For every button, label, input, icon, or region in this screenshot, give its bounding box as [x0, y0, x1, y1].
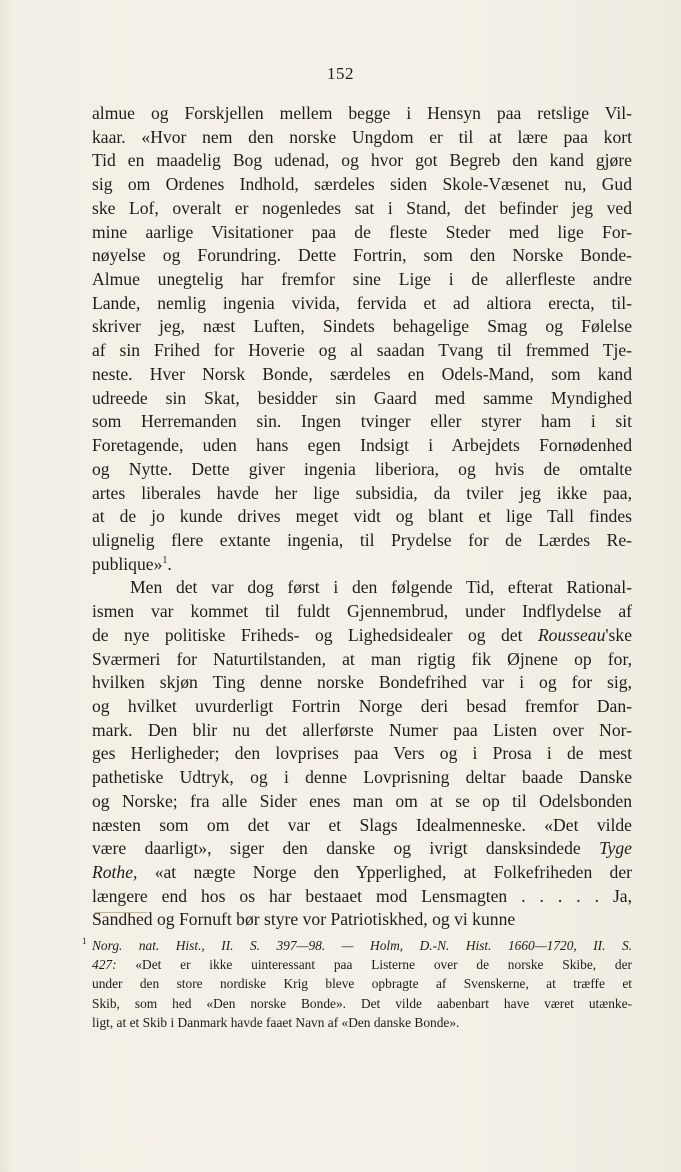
text-line: hvilken skjøn Ting denne norske Bondefrihed var i og for sig,: [92, 672, 632, 693]
text-line: almue og Forskjellen mellem begge i Hensyn paa retslige Vil-: [92, 103, 632, 123]
text-fragment: «Det er ikke uinteressant paa Listerne over de norske Skibe, der: [135, 957, 632, 973]
text-line: længere end hos os har bestaaet mod Lensmagten . . . . . Ja,: [92, 885, 632, 906]
footnote-line: ligt, at et Skib i Danmark havde faaet Navn af «Den danske Bonde».: [92, 1014, 460, 1030]
text-line: artes liberales havde her lige subsidia, da tviler jeg ikke paa,: [92, 482, 632, 503]
text-line: nøyelse og Forundring. Dette Fortrin, som den Norske Bonde-: [92, 245, 632, 266]
text-fragment: 'ske: [605, 624, 632, 645]
text-line: næsten som om det var et Slags Idealmenneske. «Det vilde: [92, 814, 632, 835]
text-fragment: være daarligt», siger den danske og ivrigt dansksindede: [92, 838, 581, 859]
italic-name: Rousseau: [537, 624, 606, 645]
text-line: som Herremanden sin. Ingen tvinger eller styrer ham i sit: [92, 411, 632, 432]
text-line: og hvilket uvurderligt Fortrin Norge deri besad fremfor Dan-: [92, 695, 632, 716]
italic-name: Rothe,: [92, 862, 138, 882]
footnote: [82, 936, 632, 1032]
footnote-line: Skib, som hed «Den norske Bonde». Det vilde aabenbart have været utænke-: [92, 995, 632, 1011]
citation: Norg. nat. Hist., II. S. 397—98. — Holm, D.-N. Hist. 1660—1720, II. S.: [92, 938, 632, 953]
text-line: mark. Den blir nu det allerførste Numer paa Listen over Nor-: [92, 719, 632, 740]
text-line: Almue unegtelig har fremfor sine Lige i de allerfleste andre: [92, 269, 632, 290]
text-line: sig om Ordenes Indhold, særdeles siden Skole-Væsenet nu, Gud: [92, 174, 632, 195]
text-line: Lande, nemlig ingenia vivida, fervida et ad altiora erecta, til-: [92, 292, 632, 313]
footnote-line: [92, 955, 632, 974]
text-line: mine aarlige Visitationer paa de fleste Steder med lige For-: [92, 221, 632, 242]
text-line: ske Lof, overalt er nogenledes sat i Stand, det befinder jeg ved: [92, 197, 632, 218]
text-line: udreede sin Skat, besidder sin Gaard med samme Myndighed: [92, 387, 632, 408]
text-fragment: de nye politiske Friheds- og Lighedsidealer og det: [92, 624, 523, 645]
page-number: 152: [327, 64, 354, 83]
footnote-line: under den store nordiske Krig bleve opbragte af Svenskerne, at træffe et: [92, 976, 632, 992]
text-line: pathetiske Udtryk, og i denne Lovprisning deltar baade Danske: [92, 767, 632, 788]
text-line: skriver jeg, næst Luften, Sindets behagelige Smag og Følelse: [92, 316, 632, 337]
text-fragment: «at nægte Norge den Ypperlighed, at Folkefriheden der: [154, 862, 632, 882]
text-line: [92, 837, 632, 861]
footnote-reference[interactable]: 1: [162, 554, 168, 566]
text-fragment: publique»: [92, 553, 163, 574]
footnote-divider: [95, 912, 147, 913]
footnote-marker: 1: [82, 936, 87, 946]
text-line: neste. Hver Norsk Bonde, særdeles en Odels-Mand, som kand: [92, 363, 632, 384]
footnote-line: [92, 936, 632, 955]
text-fragment: .: [167, 553, 172, 574]
text-line: Foretagende, uden hans egen Indsigt i Arbejdets Fornødenhed: [92, 435, 632, 456]
text-line: af sin Frihed for Hoverie og al saadan Tvang til fremmed Tje-: [92, 340, 632, 361]
text-line: og Norske; fra alle Sider enes man om at se op til Odelsbonden: [92, 790, 632, 811]
text-line: at de jo kunde drives meget vidt og blant et lige Tall findes: [92, 506, 632, 527]
text-line: [92, 553, 632, 577]
main-text: [92, 102, 632, 932]
text-line: Sværmeri for Naturtilstanden, at man rigtig fik Øjnene op for,: [92, 648, 632, 669]
text-line: Men det var dog først i den følgende Tid, efterat Rational-: [130, 577, 632, 598]
text-line: og Nytte. Dette giver ingenia liberiora, og hvis de omtalte: [92, 458, 632, 479]
text-line: ulignelig flere extante ingenia, til Prydelse for de Lærdes Re-: [92, 529, 632, 550]
citation: 427:: [92, 957, 117, 973]
text-line: [92, 861, 632, 885]
text-line: kaar. «Hvor nem den norske Ungdom er til at lære paa kort: [92, 126, 632, 147]
text-line: ismen var kommet til fuldt Gjennembrud, under Indflydelse af: [92, 601, 632, 622]
italic-name: Tyge: [599, 838, 632, 859]
text-line: ges Herligheder; den lovprises paa Vers og i Prosa i de mest: [92, 743, 632, 764]
text-line: Sandhed og Fornuft bør styre vor Patriotiskhed, og vi kunne: [92, 909, 516, 930]
text-line: Tid en maadelig Bog udenad, og hvor got Begreb den kand gjøre: [92, 150, 632, 171]
text-line: [92, 624, 632, 648]
